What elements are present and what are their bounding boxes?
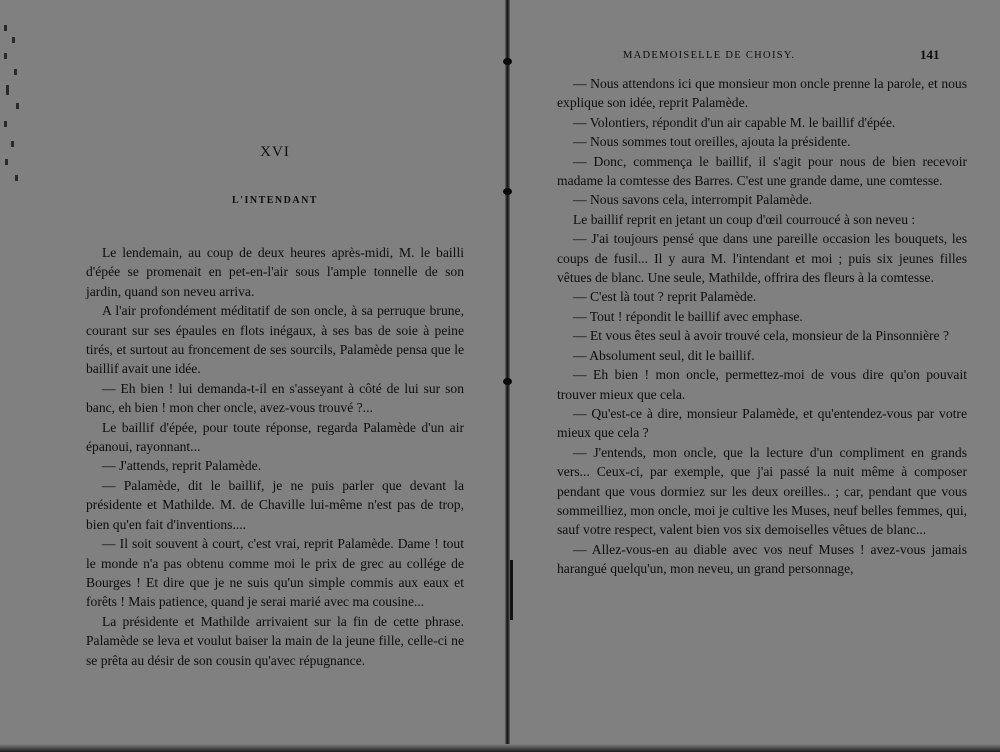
paragraph: — Et vous êtes seul à avoir trouvé cela, monsieur de la Pinsonnière ?: [573, 328, 949, 344]
running-head: MADEMOISELLE DE CHOISY.: [623, 50, 796, 61]
paragraph: La présidente et Mathilde arrivaient sur la fin de cette phrase. Palamède se leva et voulut baiser la main de la jeune fille, celle-ci ne se prêta au désir de son cousin qu'avec répugnance.: [86, 613, 464, 668]
paragraph: Le baillif d'épée, pour toute réponse, regarda Palamède d'un air épanoui, rayonnant...: [86, 419, 464, 455]
paragraph: — Tout ! répondit le baillif avec emphase.: [573, 308, 803, 324]
paragraph: — C'est là tout ? reprit Palamède.: [573, 289, 757, 305]
paragraph: — Allez-vous-en au diable avec vos neuf Muses ! avez-vous jamais harangué quelqu'un, mon neveu, un grand personnage,: [557, 541, 967, 577]
left-page-body: [86, 243, 464, 670]
paragraph: Le lendemain, au coup de deux heures après-midi, M. le bailli d'épée se promenait en pet-en-l'air sous l'ample tonnelle de son jardin, quand son neveu arriva.: [86, 245, 464, 299]
paragraph: — Il soit souvent à court, c'est vrai, reprit Palamède. Dame ! tout le monde n'a pas obtenu comme moi le prix de grec au collége de Bourges ! Et dire que je ne suis qu'un simple commis aux eaux et forêts ! Mais patience, quand je serai marié avec ma cousine...: [86, 536, 464, 610]
paragraph: — Absolument seul, dit le baillif.: [573, 347, 755, 363]
paragraph: — Nous attendons ici que monsieur mon oncle prenne la parole, et nous explique son idée, reprit Palamède.: [557, 76, 967, 111]
chapter-number: XVI: [260, 144, 290, 160]
binding-marks: [2, 25, 20, 185]
right-page-body: [557, 74, 967, 579]
paragraph: — Volontiers, répondit d'un air capable M. le baillif d'épée.: [573, 114, 896, 130]
paragraph: — Qu'est-ce à dire, monsieur Palamède, et qu'entendez-vous par votre mieux que cela ?: [557, 405, 967, 441]
chapter-title: L'INTENDANT: [232, 195, 318, 206]
paragraph: — Nous savons cela, interrompit Palamède.: [573, 192, 812, 208]
paragraph: Le baillif reprit en jetant un coup d'œil courroucé à son neveu :: [573, 211, 916, 227]
paragraph: A l'air profondément méditatif de son oncle, à sa perruque brune, courant sur ses épaules en flots inégaux, à ses bas de soie à peine tirés, et surtout au froncement de ses sourcils, Palamède pensa que le baillif avait une idée.: [86, 303, 464, 377]
paragraph: — Eh bien ! lui demanda-t-il en s'asseyant à côté de lui sur son banc, eh bien ! mon cher oncle, avez-vous trouvé ?...: [86, 380, 464, 416]
page-number: 141: [920, 47, 940, 62]
right-page: [510, 0, 1000, 752]
paragraph: — J'ai toujours pensé que dans une pareille occasion les bouquets, les coups de fusil... Il y aura M. l'intendant et moi ; puis six jeunes filles vêtues de blanc. Une seule, Mathilde, offrira des fleurs à la comtesse.: [557, 231, 967, 286]
paragraph: — J'attends, reprit Palamède.: [102, 458, 262, 474]
paragraph: — Donc, commença le baillif, il s'agit pour nous de bien recevoir madame la comtesse des Barres. C'est une grande dame, une comtesse.: [557, 153, 967, 189]
margin-mark: [510, 560, 513, 620]
paragraph: — J'entends, mon oncle, que la lecture d'un compliment en grands vers... Ceux-ci, par exemple, que j'ai passé la nuit même à composer pendant que vous dormiez sur les deux oreilles.. ; car, pendant que vous sommeilliez, mon oncle, moi je cultive les Muses, neuf belles femmes, qui, sauf votre respect, valent bien vos six demoiselles vêtues de blanc...: [557, 444, 967, 538]
paragraph: — Palamède, dit le baillif, je ne puis parler que devant la présidente et Mathilde. M. de Chaville lui-même n'est pas de trop, bien qu'en fait d'inventions....: [86, 477, 464, 532]
page-bottom-edge: [0, 744, 1000, 752]
paragraph: — Nous sommes tout oreilles, ajouta la présidente.: [573, 134, 851, 150]
paragraph: — Eh bien ! mon oncle, permettez-moi de vous dire qu'on pouvait trouver mieux que cela.: [557, 367, 967, 402]
